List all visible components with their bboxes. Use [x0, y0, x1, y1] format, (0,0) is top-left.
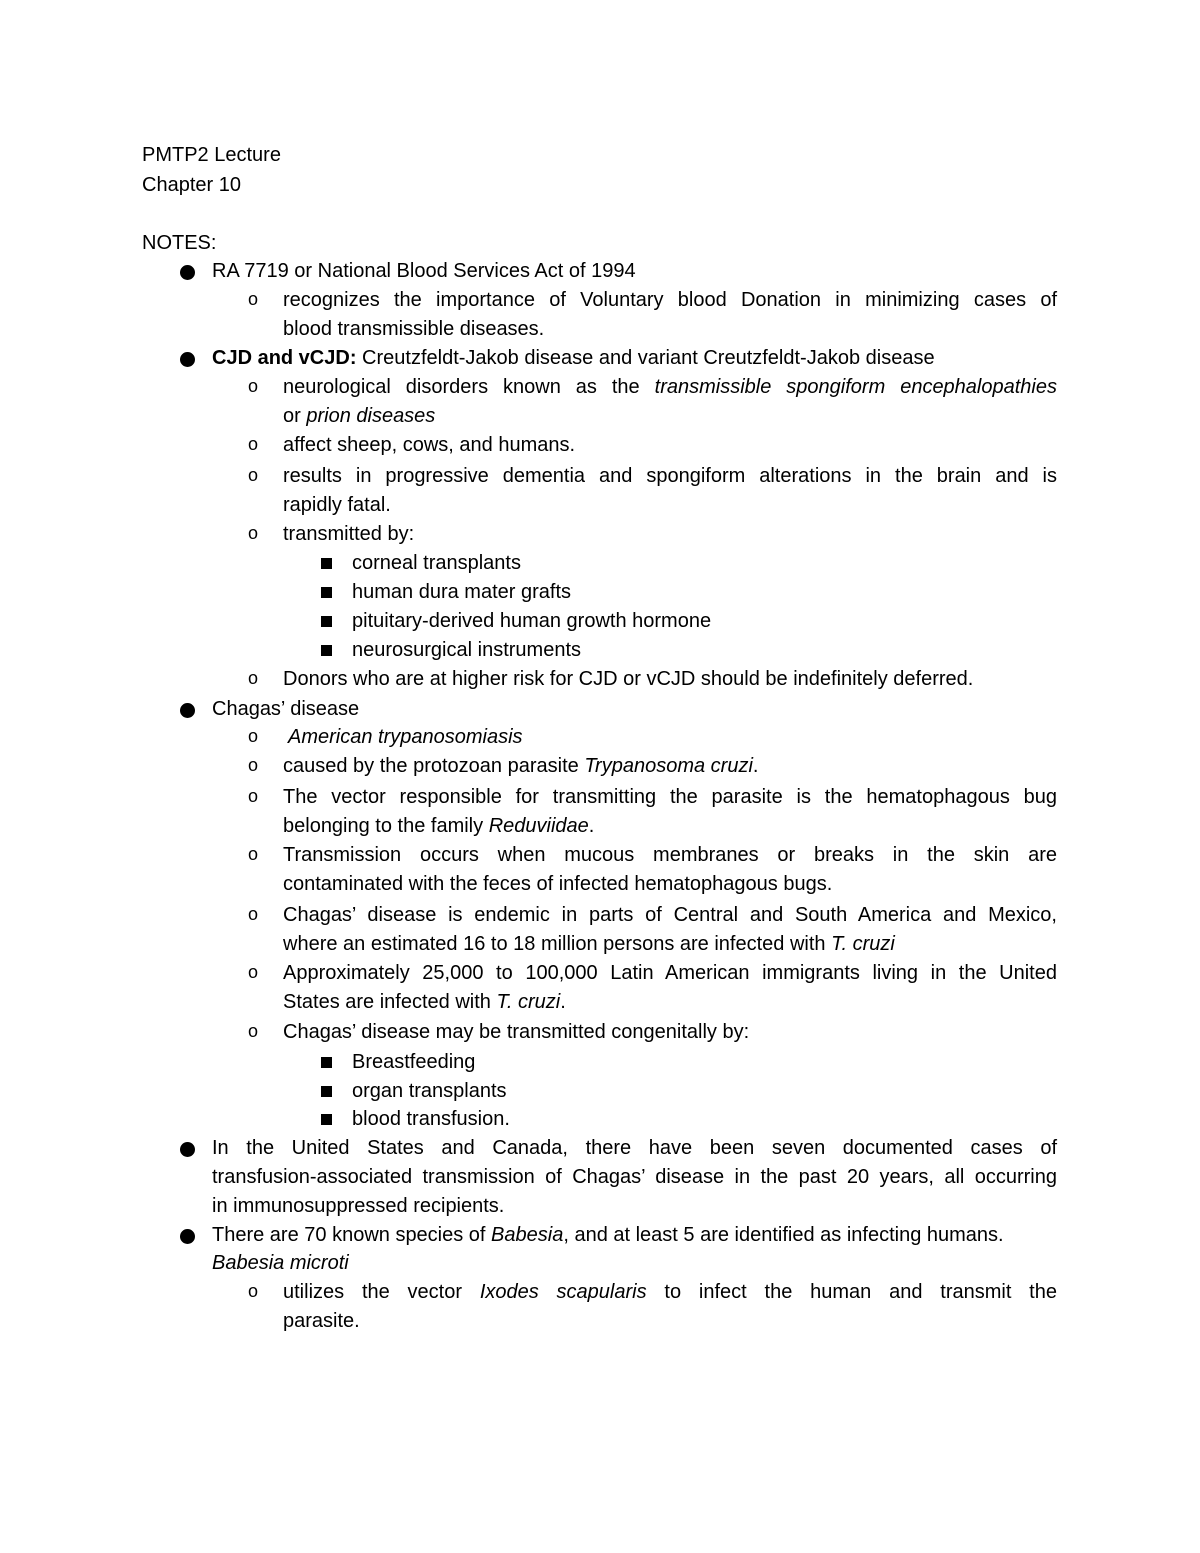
circle-bullet-icon	[180, 703, 195, 718]
note-ra-7719: RA 7719 or National Blood Services Act of 1994	[212, 260, 636, 282]
babesia-microti	[212, 1249, 349, 1278]
square-bullet-icon	[321, 587, 332, 598]
chagas-caused-text: caused by the protozoan parasite	[283, 755, 585, 777]
note-ra-recognizes-line-1: recognizes the importance of Voluntary blood Donation in minimizing cases of	[283, 289, 1057, 311]
babesia-microti-term: Babesia microti	[212, 1252, 349, 1274]
document-title: PMTP2 Lecture	[142, 144, 281, 166]
chagas-vector-end: .	[588, 815, 595, 837]
chagas-tcruzi-term: T. cruzi	[831, 933, 895, 955]
circle-outline-bullet-icon: o	[248, 962, 259, 982]
circle-outline-bullet-icon: o	[248, 844, 259, 864]
circle-bullet-icon	[180, 1142, 195, 1157]
chagas-approx-line-2	[283, 988, 566, 1017]
circle-bullet-icon	[180, 352, 195, 367]
cjd-donors: Donors who are at higher risk for CJD or vCJD should be indefinitely deferred.	[283, 668, 974, 690]
circle-outline-bullet-icon: o	[248, 1021, 259, 1041]
square-bullet-icon	[321, 1114, 332, 1125]
chagas-endemic-text: where an estimated 16 to 18 million persons are infected with	[283, 933, 832, 955]
circle-bullet-icon	[180, 1229, 195, 1244]
cjd-neuro-line-1	[283, 373, 1057, 402]
us-canada-line-1: In the United States and Canada, there have been seven documented cases of	[212, 1137, 1057, 1159]
cjd-transmitted-by: transmitted by:	[283, 523, 415, 545]
chagas-caused-by	[283, 752, 758, 781]
square-bullet-icon	[321, 645, 332, 656]
circle-outline-bullet-icon: o	[248, 523, 259, 543]
chagas-congenital-item: blood transfusion.	[352, 1108, 510, 1130]
chagas-caused-end: .	[752, 755, 759, 777]
circle-outline-bullet-icon: o	[248, 434, 259, 454]
cjd-neuro-line-2	[283, 402, 435, 431]
circle-outline-bullet-icon: o	[248, 786, 259, 806]
cjd-transmitted-item: corneal transplants	[352, 552, 521, 574]
cjd-title-rest: Creutzfeldt-Jakob disease and variant Creutzfeldt-Jakob disease	[356, 347, 935, 369]
cjd-transmitted-item: neurosurgical instruments	[352, 639, 581, 661]
circle-outline-bullet-icon: o	[248, 465, 259, 485]
chagas-transmission-line-1: Transmission occurs when mucous membranes or breaks in the skin are	[283, 844, 1057, 866]
circle-outline-bullet-icon: o	[248, 668, 259, 688]
chagas-american	[288, 723, 523, 752]
babesia-utilizes-end: to infect the human and transmit the	[646, 1281, 1057, 1303]
circle-outline-bullet-icon: o	[248, 289, 259, 309]
babesia-term: Babesia	[491, 1224, 564, 1246]
cjd-neuro-term: transmissible spongiform encephalopathies	[654, 376, 1057, 398]
chagas-tcruzi-term: T. cruzi	[496, 991, 561, 1013]
chagas-vector-line-2	[283, 812, 594, 841]
babesia-text-end: , and at least 5 are identified as infecting humans.	[563, 1224, 1004, 1246]
square-bullet-icon	[321, 1086, 332, 1097]
chagas-transmission-line-2: contaminated with the feces of infected hematophagous bugs.	[283, 873, 833, 895]
square-bullet-icon	[321, 616, 332, 627]
us-canada-line-2: transfusion-associated transmission of Chagas’ disease in the past 20 years, all occurring	[212, 1166, 1057, 1188]
circle-outline-bullet-icon: o	[248, 376, 259, 396]
note-cjd-title	[212, 344, 935, 373]
chagas-family-term: Reduviidae	[488, 815, 589, 837]
chagas-congenital-item: Breastfeeding	[352, 1051, 476, 1073]
chagas-endemic-line-2	[283, 930, 895, 959]
cjd-results-line-1: results in progressive dementia and spongiform alterations in the brain and is	[283, 465, 1057, 487]
chagas-parasite-term: Trypanosoma cruzi	[584, 755, 753, 777]
chagas-title: Chagas’ disease	[212, 698, 360, 720]
notes-heading: NOTES:	[142, 232, 217, 254]
square-bullet-icon	[321, 558, 332, 569]
cjd-affects: affect sheep, cows, and humans.	[283, 434, 576, 456]
cjd-transmitted-item: human dura mater grafts	[352, 581, 571, 603]
babesia-vector-term: Ixodes scapularis	[479, 1281, 647, 1303]
cjd-transmitted-item: pituitary-derived human growth hormone	[352, 610, 712, 632]
babesia-line-1	[212, 1221, 1004, 1250]
babesia-utilizes-line-2: parasite.	[283, 1310, 360, 1332]
chagas-approx-line-1: Approximately 25,000 to 100,000 Latin American immigrants living in the United	[283, 962, 1057, 984]
cjd-title-bold: CJD and vCJD:	[212, 347, 357, 369]
cjd-neuro-text: neurological disorders known as the	[283, 376, 655, 398]
circle-outline-bullet-icon: o	[248, 726, 259, 746]
chagas-american-term: American trypanosomiasis	[288, 726, 523, 748]
circle-outline-bullet-icon: o	[248, 1281, 259, 1301]
us-canada-line-3: in immunosuppressed recipients.	[212, 1195, 505, 1217]
babesia-utilizes-line-1	[283, 1278, 1057, 1307]
chagas-congenital-item: organ transplants	[352, 1080, 507, 1102]
circle-outline-bullet-icon: o	[248, 755, 259, 775]
chagas-endemic-line-1: Chagas’ disease is endemic in parts of Central and South America and Mexico,	[283, 904, 1057, 926]
chagas-congenital: Chagas’ disease may be transmitted congenitally by:	[283, 1021, 750, 1043]
chagas-approx-end: .	[560, 991, 566, 1013]
circle-outline-bullet-icon: o	[248, 904, 259, 924]
chagas-approx-text: States are infected with	[283, 991, 497, 1013]
babesia-utilizes-text: utilizes the vector	[283, 1281, 480, 1303]
cjd-results-line-2: rapidly fatal.	[283, 494, 391, 516]
circle-bullet-icon	[180, 265, 195, 280]
note-ra-recognizes-line-2: blood transmissible diseases.	[283, 318, 545, 340]
cjd-prion-term: prion diseases	[306, 405, 436, 427]
chapter-label: Chapter 10	[142, 174, 241, 196]
square-bullet-icon	[321, 1057, 332, 1068]
babesia-text: There are 70 known species of	[212, 1224, 492, 1246]
chagas-vector-text: belonging to the family	[283, 815, 489, 837]
chagas-vector-line-1: The vector responsible for transmitting the parasite is the hematophagous bug	[283, 786, 1057, 808]
cjd-neuro-or: or	[283, 405, 307, 427]
